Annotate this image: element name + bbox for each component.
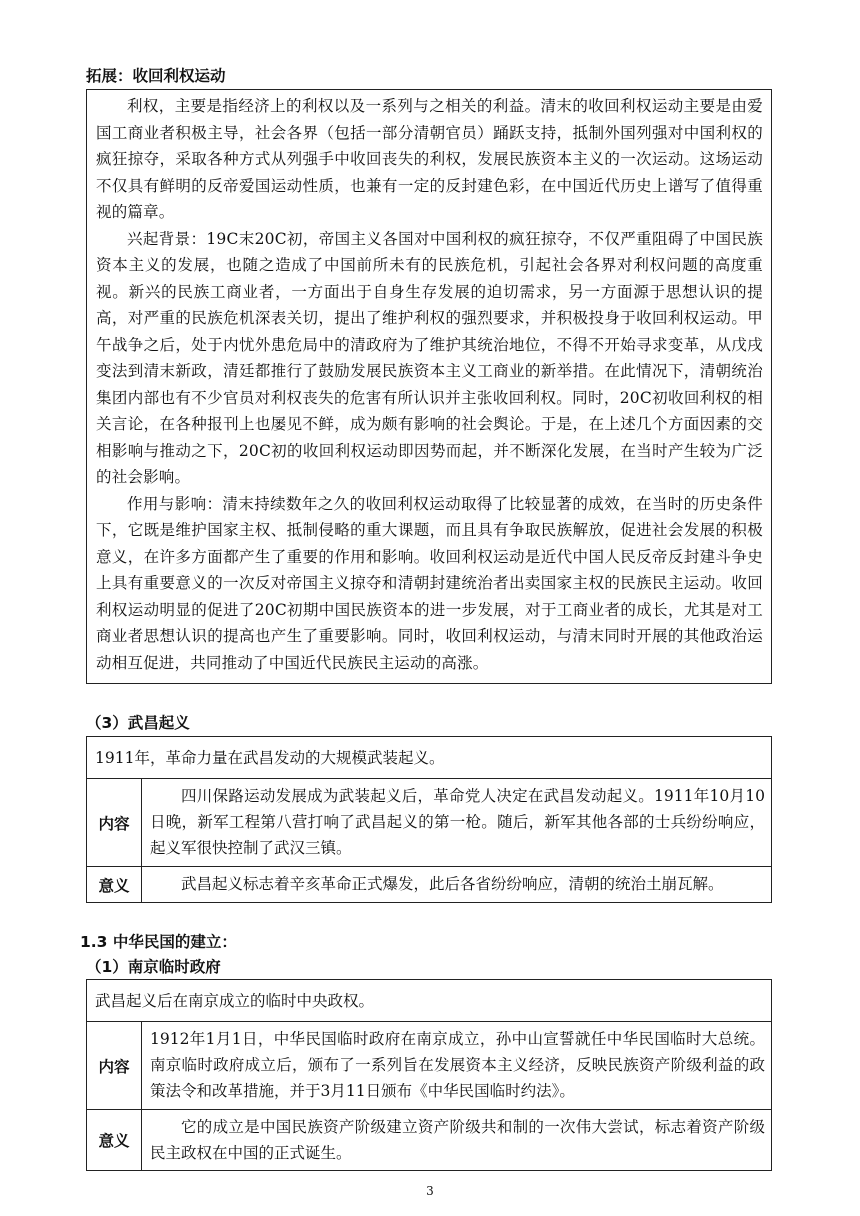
roc-title: 1.3 中华民国的建立：	[80, 933, 237, 951]
content-label: 内容	[87, 1022, 142, 1110]
wuchang-title: （3）武昌起义	[86, 714, 190, 732]
wuchang-meaning-text: 武昌起义标志着辛亥革命正式爆发，此后各省纷纷响应，清朝的统治土崩瓦解。	[181, 875, 724, 893]
meaning-label: 意义	[87, 867, 142, 903]
nanjing-meaning-text: 它的成立是中国民族资产阶级建立资产阶级共和制的一次伟大尝试，标志着资产阶级民主政权在中国的正式诞生。	[150, 1117, 765, 1162]
wuchang-content-text: 四川保路运动发展成为武装起义后，革命党人决定在武昌发动起义。1911年10月10日晚，新军工程第八营打响了武昌起义的第一枪。随后，新军其他各部的士兵纷纷响应，起义军很快控制了武汉三镇。	[150, 787, 765, 857]
extension-paragraph: 作用与影响：清末持续数年之久的收回利权运动取得了比较显著的成效，在当时的历史条件下，它既是维护国家主权、抵制侵略的重大课题，而且具有争取民族解放，促进社会发展的积极意义，在许多方面都产生了重要的作用和影响。收回利权运动是近代中国人民反帝反封建斗争史上具有重要意义的一次反对帝国主义掠夺和清朝封建统治者出卖国家主权的民族民主运动。收回利权运动明显的促进了20C初期中国民族资本的进一步发展，对于工商业者的成长，尤其是对工商业者思想认识的提高也产生了重要影响。同时，收回利权运动，与清末同时开展的其他政治运动相互促进，共同推动了中国近代民族民主运动的高涨。	[96, 494, 763, 672]
table-row	[87, 867, 772, 903]
extension-title: 拓展：收回利权运动	[86, 67, 226, 85]
extension-paragraph: 利权，主要是指经济上的利权以及一系列与之相关的利益。清末的收回利权运动主要是由爱国工商业者积极主导，社会各界（包括一部分清朝官员）踊跃支持，抵制外国列强对中国利权的疯狂掠夺，采取各种方式从列强手中收回丧失的利权，发展民族资本主义的一次运动。这场运动不仅具有鲜明的反帝爱国运动性质，也兼有一定的反封建色彩，在中国近代历史上谱写了值得重视的篇章。	[96, 97, 763, 221]
nanjing-title: （1）南京临时政府	[86, 958, 221, 976]
nanjing-summary: 武昌起义后在南京成立的临时中央政权。	[87, 980, 772, 1022]
meaning-label: 意义	[87, 1110, 142, 1171]
extension-paragraph: 兴起背景：19C末20C初，帝国主义各国对中国利权的疯狂掠夺，不仅严重阻碍了中国民族资本主义的发展，也随之造成了中国前所未有的民族危机，引起社会各界对利权问题的高度重视。新兴的民族工商业者，一方面出于自身生存发展的迫切需求，另一方面源于思想认识的提高，对严重的民族危机深表关切，提出了维护利权的强烈要求，并积极投身于收回利权运动。甲午战争之后，处于内忧外患危局中的清政府为了维护其统治地位，不得不开始寻求变革，从戊戌变法到清末新政，清廷都推行了鼓励发展民族资本主义工商业的新举措。在此情况下，清朝统治集团内部也有不少官员对利权丧失的危害有所认识并主张收回利权。同时，20C初收回利权的相关言论，在各种报刊上也屡见不鲜，成为颇有影响的社会舆论。于是，在上述几个方面因素的交相影响与推动之下，20C初的收回利权运动即因势而起，并不断深化发展，在当时产生较为广泛的社会影响。	[96, 229, 763, 486]
table-row	[87, 1022, 772, 1110]
wuchang-summary: 1911年，革命力量在武昌发动的大规模武装起义。	[87, 737, 772, 779]
extension-box	[86, 89, 772, 684]
content-label: 内容	[87, 779, 142, 867]
wuchang-table	[86, 736, 772, 903]
nanjing-table	[86, 979, 772, 1171]
table-row	[87, 737, 772, 779]
nanjing-content: 1912年1月1日，中华民国临时政府在南京成立，孙中山宣誓就任中华民国临时大总统。南京临时政府成立后，颁布了一系列旨在发展资本主义经济，反映民族资产阶级利益的政策法令和改革措施，并于3月11日颁布《中华民国临时约法》。	[142, 1022, 772, 1110]
wuchang-content	[142, 779, 772, 867]
table-row	[87, 1110, 772, 1171]
table-row	[87, 980, 772, 1022]
table-row	[87, 779, 772, 867]
nanjing-meaning	[142, 1110, 772, 1171]
wuchang-meaning	[142, 867, 772, 903]
page-number: 3	[426, 1184, 434, 1198]
